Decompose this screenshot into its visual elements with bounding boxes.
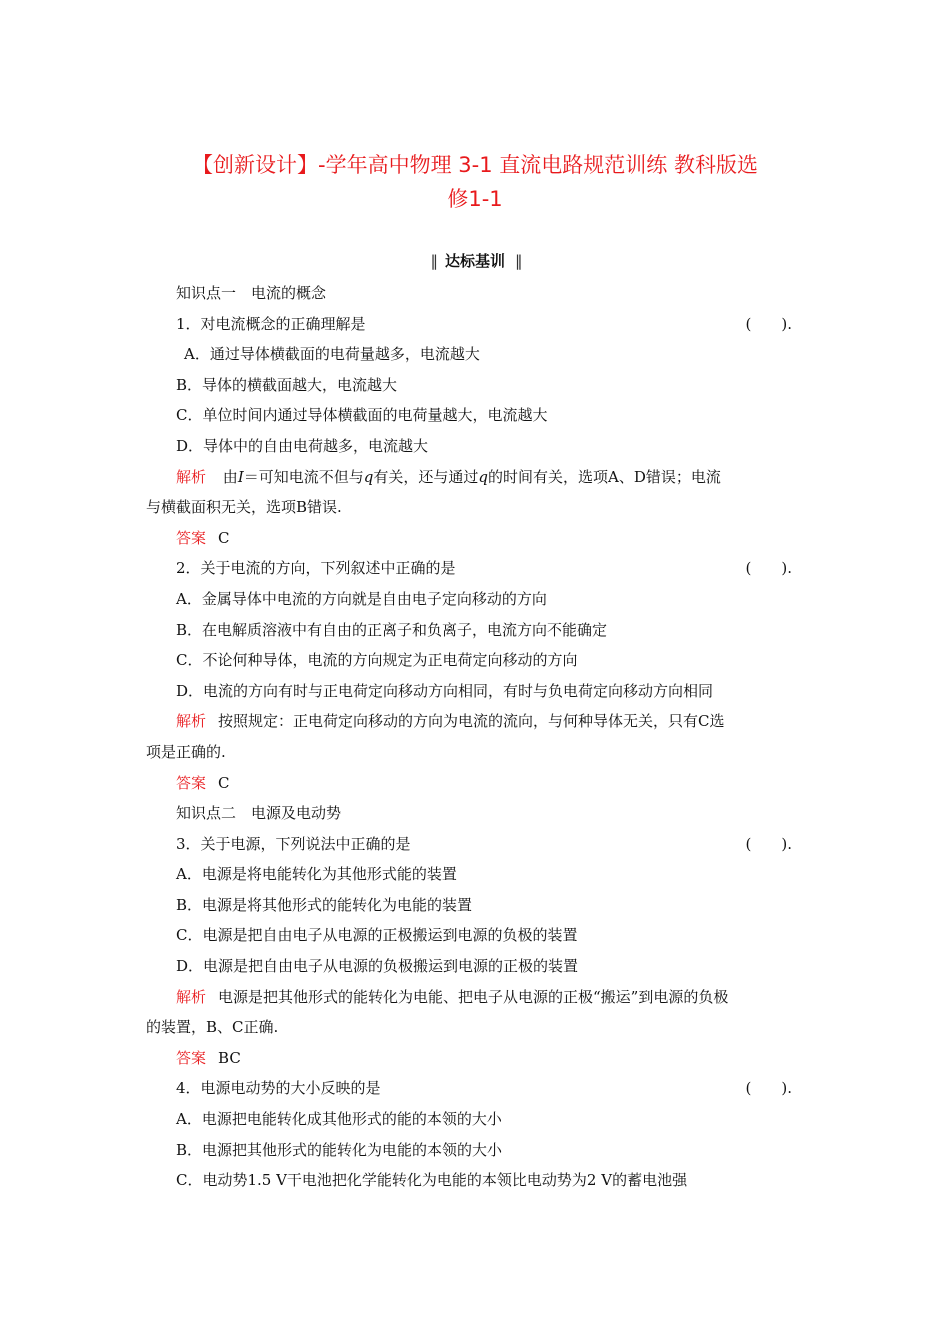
explanation-text: 有关，还与通过 — [373, 467, 479, 486]
question-1-option-b: B．导体的横截面越大，电流越大 — [176, 375, 398, 394]
question-1-explanation-cont: 与横截面积无关，选项B错误. — [146, 498, 342, 517]
question-2-option-d: D．电流的方向有时与正电荷定向移动方向相同，有时与负电荷定向移动方向相同 — [176, 681, 714, 700]
question-3-option-a: A．电源是将电能转化为其他形式能的装置 — [176, 865, 457, 884]
answer-value: C — [218, 773, 230, 792]
question-3-explanation-cont: 的装置，B、C正确. — [146, 1018, 279, 1037]
answer-blank: ( ). — [745, 559, 792, 578]
question-3-option-b: B．电源是将其他形式的能转化为电能的装置 — [176, 895, 473, 914]
question-1-answer — [146, 523, 806, 554]
topic-heading-2: 知识点二 电源及电动势 — [176, 804, 342, 823]
question-2-option-a: A．金属导体中电流的方向就是自由电子定向移动的方向 — [176, 589, 547, 608]
answer-label: 答案 — [176, 773, 207, 792]
document-title — [140, 148, 810, 216]
document-body — [146, 278, 806, 1196]
section-heading — [0, 246, 950, 276]
question-1-option-c: C．单位时间内通过导体横截面的电荷量越大，电流越大 — [176, 406, 548, 425]
answer-value: C — [218, 528, 230, 547]
answer-blank: ( ). — [745, 1079, 792, 1098]
question-3-option-d: D．电源是把自由电子从电源的负极搬运到电源的正极的装置 — [176, 957, 579, 976]
question-4-option-c: C．电动势1.5 V干电池把化学能转化为电能的本领比电动势为2 V的蓄电池强 — [176, 1171, 688, 1190]
question-3-stem — [146, 829, 806, 860]
answer-blank: ( ). — [745, 834, 792, 853]
question-1-option-d: D．导体中的自由电荷越多，电流越大 — [176, 436, 429, 455]
question-2-answer — [146, 768, 806, 799]
explanation-label: 解析 — [176, 712, 207, 731]
title-line-1: 【创新设计】-学年高中物理 3-1 直流电路规范训练 教科版选 — [192, 153, 758, 177]
question-4-option-b: B．电源把其他形式的能转化为电能的本领的大小 — [176, 1140, 503, 1159]
question-2-text: 2．关于电流的方向，下列叙述中正确的是 — [176, 559, 456, 578]
question-1-option-a: A．通过导体横截面的电荷量越多，电流越大 — [184, 345, 480, 364]
answer-blank: ( ). — [745, 314, 792, 333]
explanation-text: 电源是把其他形式的能转化为电能、把电子从电源的正极“搬运”到电源的负极 — [218, 987, 729, 1006]
question-3-answer — [146, 1043, 806, 1074]
symbol-charge: q — [478, 467, 488, 486]
symbol-charge: q — [363, 467, 374, 486]
question-2-option-b: B．在电解质溶液中有自由的正离子和负离子，电流方向不能确定 — [176, 620, 608, 639]
section-bar-left: ‖ — [430, 252, 435, 270]
section-label: 达标基训 — [444, 252, 505, 270]
explanation-text: 的时间有关，选项A、D错误；电流 — [488, 467, 721, 486]
answer-value: BC — [218, 1048, 241, 1067]
explanation-text: 由 — [222, 467, 238, 486]
question-2-stem — [146, 553, 806, 584]
explanation-label: 解析 — [176, 467, 207, 486]
question-1-explanation — [146, 462, 806, 493]
question-2-option-c: C．不论何种导体，电流的方向规定为正电荷定向移动的方向 — [176, 651, 578, 670]
answer-label: 答案 — [176, 528, 207, 547]
explanation-text: 按照规定：正电荷定向移动的方向为电流的流向，与何种导体无关，只有C选 — [218, 712, 725, 731]
answer-label: 答案 — [176, 1048, 207, 1067]
question-4-stem — [146, 1073, 806, 1104]
question-1-stem — [146, 309, 806, 340]
symbol-current: I — [237, 467, 244, 486]
question-3-option-c: C．电源是把自由电子从电源的正极搬运到电源的负极的装置 — [176, 926, 578, 945]
title-line-2: 修1-1 — [447, 187, 503, 211]
question-3-text: 3．关于电源，下列说法中正确的是 — [176, 834, 411, 853]
question-2-explanation-cont: 项是正确的. — [146, 742, 226, 761]
question-4-option-a: A．电源把电能转化成其他形式的能的本领的大小 — [176, 1110, 502, 1129]
question-1-text: 1．对电流概念的正确理解是 — [176, 314, 366, 333]
question-2-explanation — [146, 706, 806, 737]
explanation-label: 解析 — [176, 987, 207, 1006]
section-bar-right: ‖ — [515, 252, 520, 270]
topic-heading-1: 知识点一 电流的概念 — [176, 284, 327, 302]
question-4-text: 4．电源电动势的大小反映的是 — [176, 1079, 381, 1098]
explanation-text: ＝可知电流不但与 — [243, 467, 364, 486]
question-3-explanation — [146, 982, 806, 1013]
